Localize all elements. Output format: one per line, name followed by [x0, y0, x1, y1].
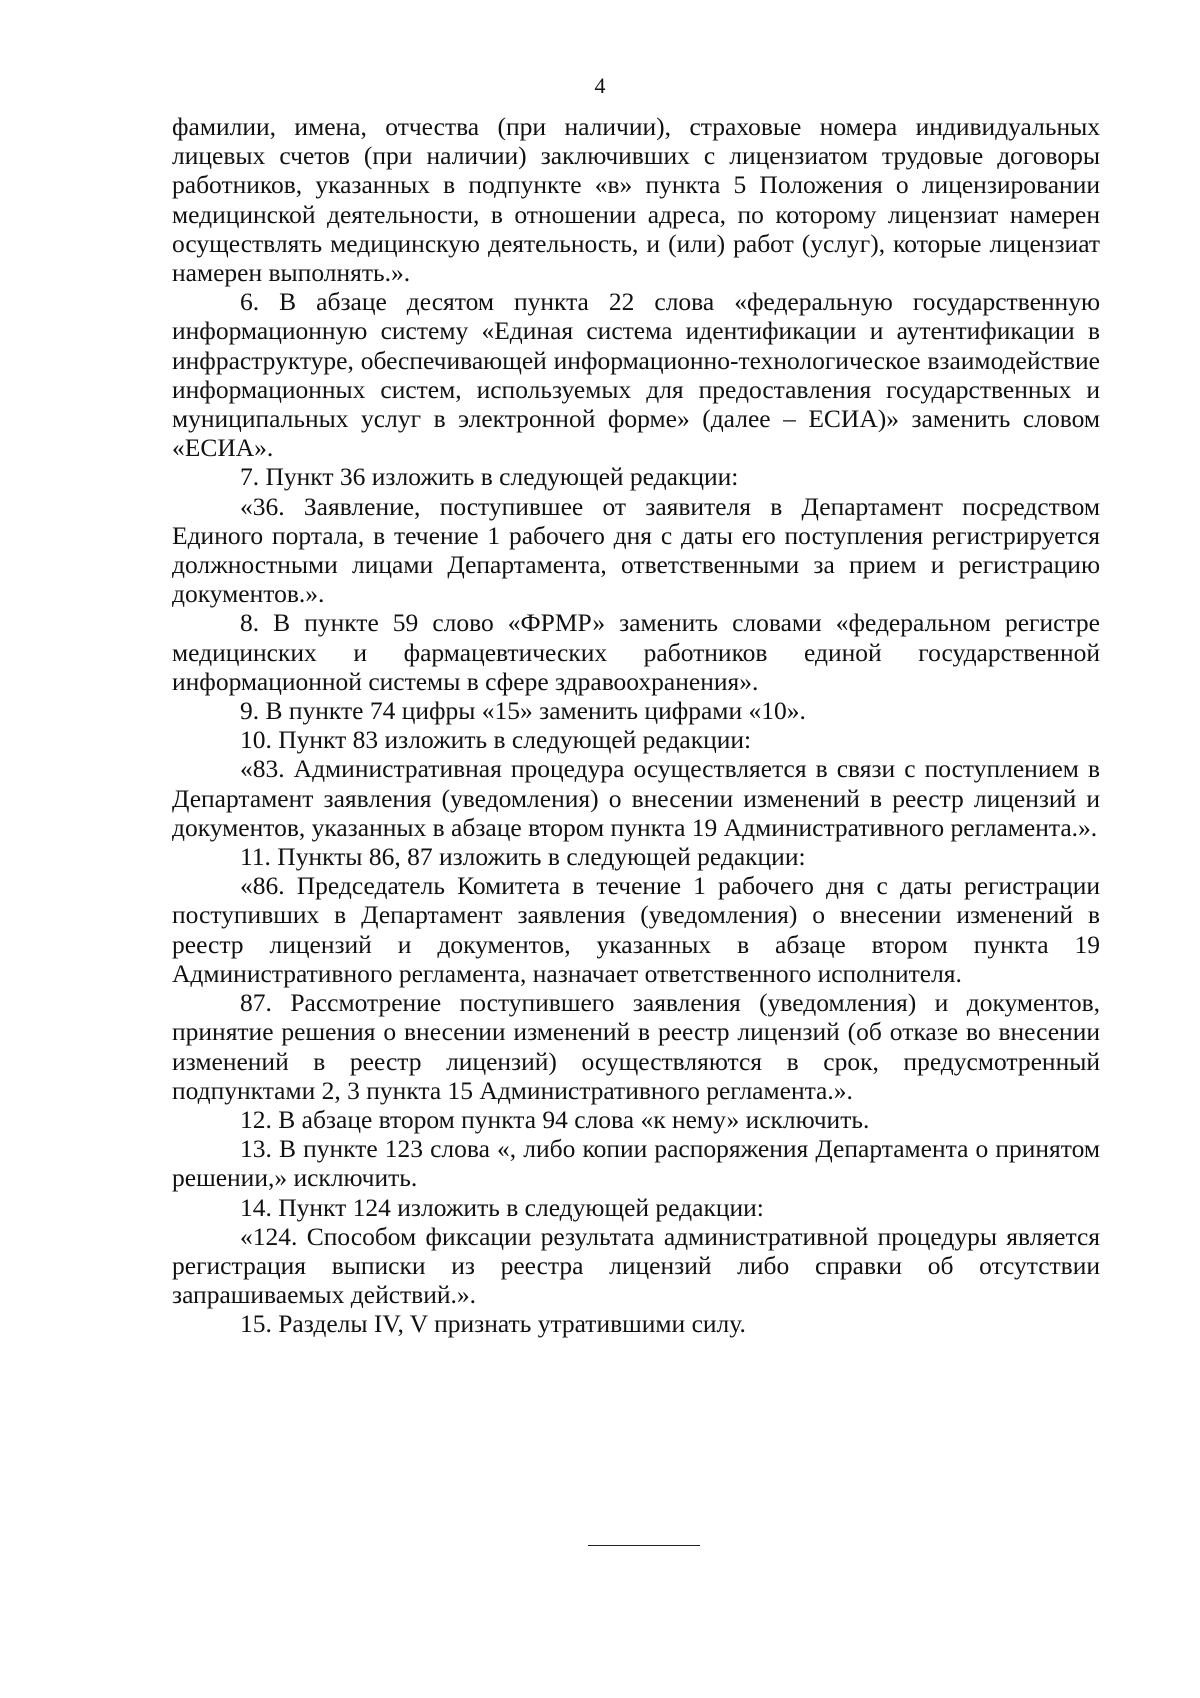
paragraph: «36. Заявление, поступившее от заявителя в Департамент посредством Единого портала, в течение 1 рабочего дня с даты его поступления регистрируется должностными лицами Департамента, ответственными за прием и регистрацию документов.». — [172, 491, 1100, 609]
paragraph: 9. В пункте 74 цифры «15» заменить цифрами «10». — [240, 696, 806, 726]
paragraph: 12. В абзаце втором пункта 94 слова «к нему» исключить. — [240, 1104, 870, 1134]
paragraph: 11. Пункты 86, 87 изложить в следующей редакции: — [240, 842, 806, 872]
document-body — [172, 112, 1100, 1339]
paragraph: «83. Административная процедура осуществляется в связи с поступлением в Департамент заявления (уведомления) о внесении изменений в реестр лицензий и документов, указанных в абзаце втором пункта 19 Административного регламента.». — [172, 754, 1100, 842]
paragraph: 13. В пункте 123 слова «, либо копии распоряжения Департамента о принятом решении,» исключить. — [172, 1134, 1100, 1193]
paragraph: фамилии, имена, отчества (при наличии), страховые номера индивидуальных лицевых счетов (при наличии) заключивших с лицензиатом трудовые договоры работников, указанных в подпункте «в» пункта 5 Положения о лицензировании медицинской деятельности, в отношении адреса, по которому лицензиат намерен осуществлять медицинскую деятельность, и (или) работ (услуг), которые лицензиат намерен выполнять.». — [172, 112, 1100, 288]
paragraph: 8. В пункте 59 слово «ФРМР» заменить словами «федеральном регистре медицинских и фармацевтических работников единой государственной информационной системы в сфере здравоохранения». — [172, 608, 1100, 696]
end-of-document-rule — [588, 1545, 700, 1546]
paragraph: «124. Способом фиксации результата административной процедуры является регистрация выписки из реестра лицензий либо справки об отсутствии запрашиваемых действий.». — [172, 1221, 1100, 1310]
page-number: 4 — [594, 73, 606, 98]
paragraph: 87. Рассмотрение поступившего заявления (уведомления) и документов, принятие решения о внесении изменений в реестр лицензий (об отказе во внесении изменений в реестр лицензий) осуществляются в срок, предусмотренный подпунктами 2, 3 пункта 15 Административного регламента.». — [172, 988, 1100, 1105]
paragraph: 10. Пункт 83 изложить в следующей редакции: — [240, 725, 752, 755]
paragraph: «86. Председатель Комитета в течение 1 рабочего дня с даты регистрации поступивших в Департамент заявления (уведомления) о внесении изменений в реестр лицензий и документов, указанных в абзаце втором пункта 19 Административного регламента, назначает ответственного исполнителя. — [172, 871, 1100, 988]
paragraph: 15. Разделы IV, V признать утратившими силу. — [240, 1309, 746, 1339]
paragraph: 7. Пункт 36 изложить в следующей редакции: — [240, 462, 739, 492]
paragraph: 14. Пункт 124 изложить в следующей редакции: — [240, 1192, 764, 1222]
paragraph: 6. В абзаце десятом пункта 22 слова «федеральную государственную информационную систему «Единая система идентификации и аутентификации в инфраструктуре, обеспечивающей информационно-технологическое взаимодействие информационных систем, используемых для предоставления государственных и муниципальных услуг в электронной форме» (далее – ЕСИА)» заменить словом «ЕСИА». — [172, 287, 1100, 463]
